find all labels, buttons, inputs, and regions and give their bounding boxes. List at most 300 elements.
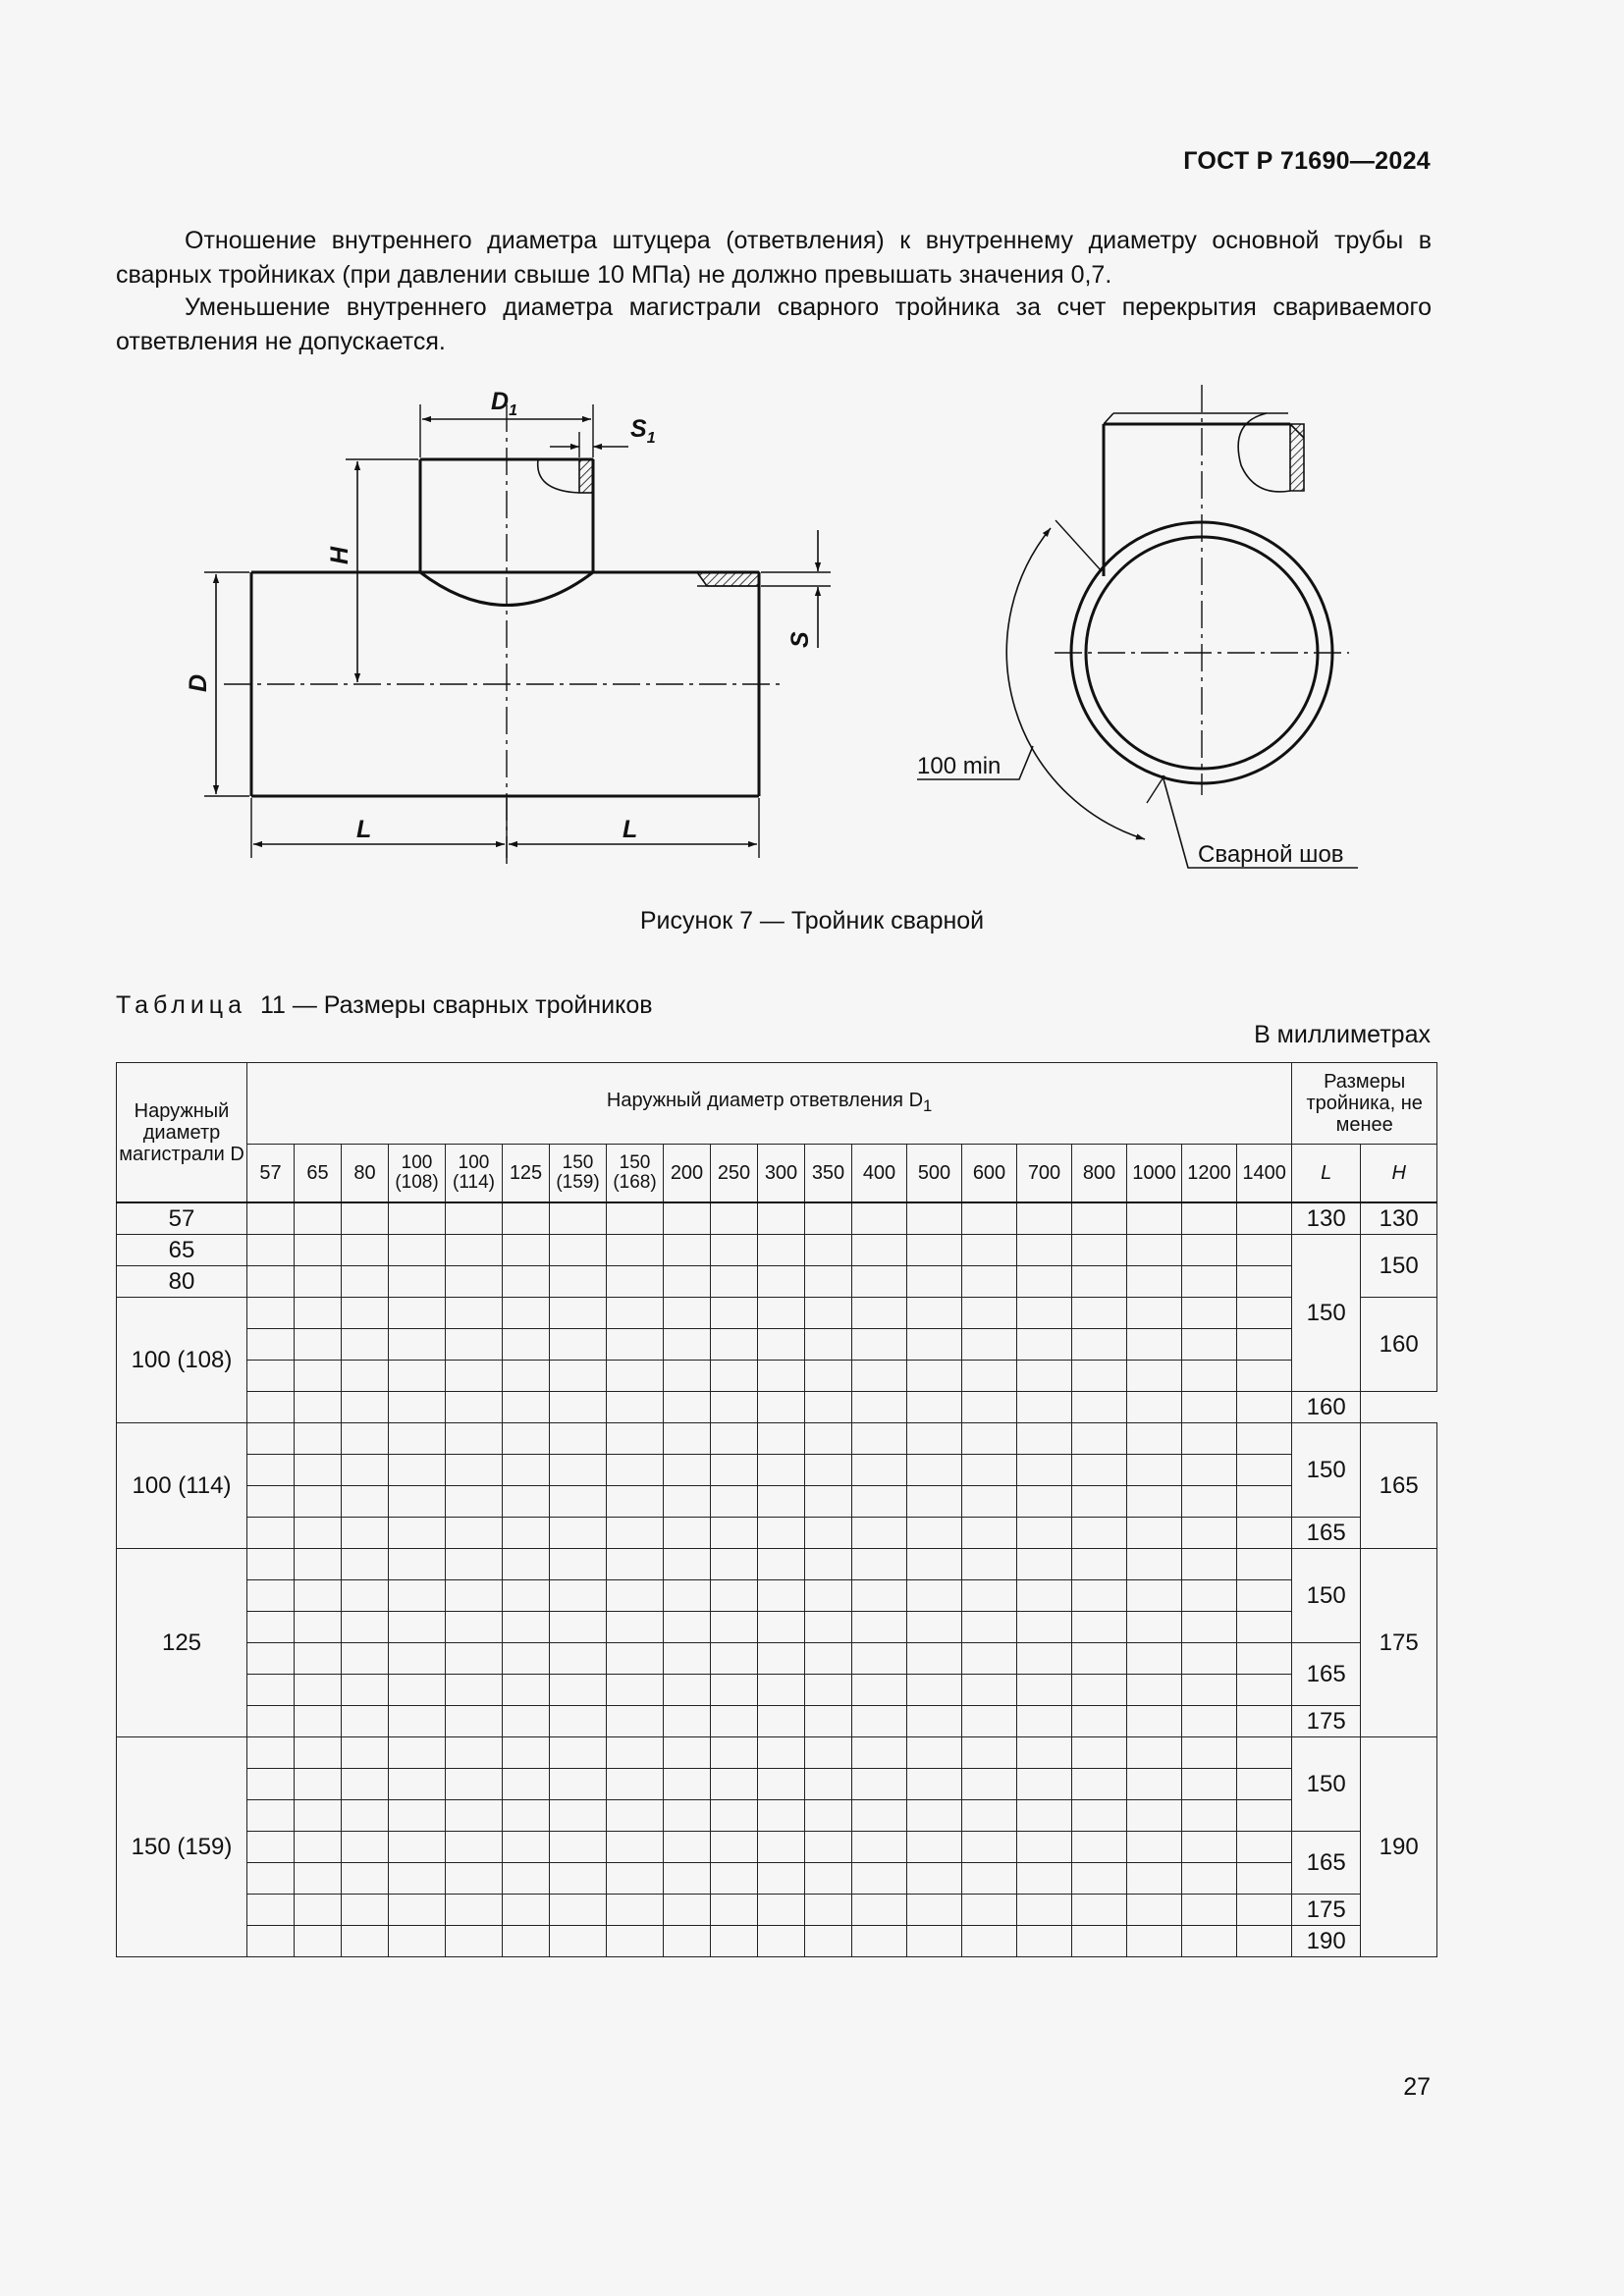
grid-cell	[389, 1455, 446, 1486]
table-row	[117, 1926, 1437, 1957]
grid-cell	[550, 1737, 607, 1769]
grid-cell	[664, 1486, 711, 1518]
grid-cell	[342, 1643, 389, 1675]
grid-cell	[1072, 1926, 1127, 1957]
grid-cell	[1072, 1800, 1127, 1832]
grid-cell	[607, 1737, 664, 1769]
l-value-cell: 150	[1292, 1737, 1361, 1832]
grid-cell	[446, 1800, 503, 1832]
branch-diameter-col: 600	[962, 1145, 1017, 1203]
grid-cell	[503, 1361, 550, 1392]
grid-cell	[607, 1706, 664, 1737]
grid-cell	[1072, 1455, 1127, 1486]
grid-cell	[342, 1235, 389, 1266]
grid-cell	[247, 1361, 295, 1392]
grid-cell	[342, 1737, 389, 1769]
grid-cell	[852, 1643, 907, 1675]
grid-cell	[907, 1675, 962, 1706]
grid-cell	[342, 1392, 389, 1423]
grid-cell	[758, 1706, 805, 1737]
grid-cell	[664, 1235, 711, 1266]
grid-cell	[550, 1329, 607, 1361]
grid-cell	[852, 1392, 907, 1423]
grid-cell	[342, 1895, 389, 1926]
grid-cell	[1127, 1832, 1182, 1863]
grid-cell	[1127, 1612, 1182, 1643]
grid-cell	[503, 1455, 550, 1486]
grid-cell	[446, 1486, 503, 1518]
grid-cell	[607, 1361, 664, 1392]
grid-cell	[758, 1455, 805, 1486]
grid-cell	[1182, 1800, 1237, 1832]
grid-cell	[1237, 1423, 1292, 1455]
grid-cell	[1127, 1706, 1182, 1737]
grid-cell	[607, 1675, 664, 1706]
grid-cell	[247, 1706, 295, 1737]
grid-cell	[503, 1298, 550, 1329]
h-value-cell: 130	[1361, 1202, 1437, 1235]
grid-cell	[758, 1580, 805, 1612]
grid-cell	[446, 1675, 503, 1706]
branch-diameter-col: 250	[711, 1145, 758, 1203]
grid-cell	[1182, 1737, 1237, 1769]
grid-cell	[389, 1266, 446, 1298]
grid-cell	[446, 1235, 503, 1266]
grid-cell	[550, 1643, 607, 1675]
grid-cell	[1127, 1235, 1182, 1266]
grid-cell	[758, 1643, 805, 1675]
paragraph-reduction: Уменьшение внутреннего диаметра магистрали сварного тройника за счет перекрытия свариваемого ответвления не допускается.	[116, 294, 1432, 355]
grid-cell	[342, 1361, 389, 1392]
grid-cell	[503, 1769, 550, 1800]
grid-cell	[1237, 1926, 1292, 1957]
grid-cell	[550, 1612, 607, 1643]
grid-cell	[550, 1549, 607, 1580]
grid-cell	[503, 1549, 550, 1580]
grid-cell	[711, 1580, 758, 1612]
h-value-cell: 165	[1361, 1423, 1437, 1549]
table-row	[117, 1832, 1437, 1863]
grid-cell	[550, 1455, 607, 1486]
grid-cell	[1017, 1423, 1072, 1455]
grid-cell	[389, 1361, 446, 1392]
h-value-cell: 160	[1361, 1298, 1437, 1392]
grid-cell	[711, 1298, 758, 1329]
grid-cell	[295, 1675, 342, 1706]
grid-cell	[1237, 1737, 1292, 1769]
grid-cell	[446, 1549, 503, 1580]
grid-cell	[1237, 1800, 1292, 1832]
grid-cell	[1182, 1455, 1237, 1486]
grid-cell	[503, 1863, 550, 1895]
grid-cell	[711, 1329, 758, 1361]
table-row	[117, 1298, 1437, 1329]
grid-cell	[247, 1392, 295, 1423]
grid-cell	[758, 1800, 805, 1832]
grid-cell	[550, 1298, 607, 1329]
grid-cell	[711, 1895, 758, 1926]
grid-cell	[1127, 1423, 1182, 1455]
grid-cell	[852, 1706, 907, 1737]
grid-cell	[1017, 1486, 1072, 1518]
tee-dimensions-table	[116, 1062, 1437, 1957]
main-diameter-cell: 150 (159)	[117, 1737, 247, 1957]
grid-cell	[664, 1926, 711, 1957]
grid-cell	[1182, 1643, 1237, 1675]
grid-cell	[295, 1298, 342, 1329]
grid-cell	[446, 1361, 503, 1392]
grid-cell	[1127, 1329, 1182, 1361]
grid-cell	[1017, 1518, 1072, 1549]
grid-cell	[1072, 1329, 1127, 1361]
grid-cell	[664, 1361, 711, 1392]
branch-diameter-col: 150 (168)	[607, 1145, 664, 1203]
grid-cell	[664, 1298, 711, 1329]
grid-cell	[247, 1580, 295, 1612]
main-diameter-cell: 100 (114)	[117, 1423, 247, 1549]
grid-cell	[962, 1895, 1017, 1926]
l-value-cell: 160	[1292, 1392, 1361, 1423]
table-row	[117, 1361, 1437, 1392]
grid-cell	[446, 1298, 503, 1329]
branch-diameter-col: 500	[907, 1145, 962, 1203]
grid-cell	[503, 1643, 550, 1675]
grid-cell	[664, 1518, 711, 1549]
grid-cell	[1127, 1643, 1182, 1675]
l-value-cell: 150	[1292, 1235, 1361, 1392]
grid-cell	[389, 1769, 446, 1800]
grid-cell	[1127, 1202, 1182, 1235]
min-note: 100 min	[917, 753, 1001, 779]
grid-cell	[607, 1235, 664, 1266]
grid-cell	[446, 1580, 503, 1612]
branch-diameter-header: Наружный диаметр ответвления $D_1$	[247, 1063, 1292, 1145]
grid-cell	[550, 1769, 607, 1800]
grid-cell	[711, 1737, 758, 1769]
grid-cell	[247, 1737, 295, 1769]
grid-cell	[389, 1737, 446, 1769]
grid-cell	[607, 1518, 664, 1549]
grid-cell	[907, 1800, 962, 1832]
grid-cell	[852, 1612, 907, 1643]
grid-cell	[664, 1580, 711, 1612]
grid-cell	[446, 1895, 503, 1926]
grid-cell	[342, 1329, 389, 1361]
grid-cell	[342, 1423, 389, 1455]
grid-cell	[295, 1235, 342, 1266]
grid-cell	[607, 1926, 664, 1957]
grid-cell	[247, 1769, 295, 1800]
h-col-header: H	[1361, 1145, 1437, 1203]
grid-cell	[247, 1863, 295, 1895]
grid-cell	[247, 1298, 295, 1329]
grid-cell	[962, 1518, 1017, 1549]
grid-cell	[664, 1675, 711, 1706]
grid-cell	[907, 1235, 962, 1266]
table-row	[117, 1235, 1437, 1266]
grid-cell	[295, 1518, 342, 1549]
grid-cell	[758, 1486, 805, 1518]
grid-cell	[1017, 1895, 1072, 1926]
grid-cell	[1127, 1455, 1182, 1486]
grid-cell	[247, 1675, 295, 1706]
grid-cell	[503, 1832, 550, 1863]
grid-cell	[446, 1832, 503, 1863]
grid-cell	[711, 1800, 758, 1832]
grid-cell	[295, 1769, 342, 1800]
grid-cell	[295, 1800, 342, 1832]
l-value-cell: 150	[1292, 1549, 1361, 1643]
grid-cell	[503, 1675, 550, 1706]
grid-cell	[758, 1235, 805, 1266]
grid-cell	[805, 1643, 852, 1675]
h-value-cell: 190	[1361, 1737, 1437, 1957]
grid-cell	[711, 1392, 758, 1423]
grid-cell	[805, 1298, 852, 1329]
grid-cell	[758, 1549, 805, 1580]
grid-cell	[962, 1800, 1017, 1832]
grid-cell	[295, 1895, 342, 1926]
grid-cell	[852, 1737, 907, 1769]
grid-cell	[711, 1863, 758, 1895]
grid-cell	[758, 1266, 805, 1298]
grid-cell	[342, 1612, 389, 1643]
grid-cell	[907, 1392, 962, 1423]
grid-cell	[758, 1423, 805, 1455]
h-label: H	[326, 546, 353, 564]
grid-cell	[247, 1455, 295, 1486]
side-view-labels	[917, 753, 1344, 868]
grid-cell	[1182, 1518, 1237, 1549]
grid-cell	[389, 1329, 446, 1361]
grid-cell	[805, 1737, 852, 1769]
h-value-cell: 150	[1361, 1235, 1437, 1298]
grid-cell	[1237, 1832, 1292, 1863]
grid-cell	[1127, 1486, 1182, 1518]
table-units: В миллиметрах	[1254, 1021, 1431, 1048]
grid-cell	[1017, 1392, 1072, 1423]
grid-cell	[389, 1486, 446, 1518]
grid-cell	[758, 1895, 805, 1926]
grid-cell	[962, 1863, 1017, 1895]
grid-cell	[1127, 1266, 1182, 1298]
grid-cell	[1072, 1298, 1127, 1329]
grid-cell	[852, 1486, 907, 1518]
d1-label: $D_1$	[491, 388, 517, 419]
grid-cell	[295, 1202, 342, 1235]
grid-cell	[446, 1518, 503, 1549]
grid-cell	[907, 1518, 962, 1549]
grid-cell	[805, 1706, 852, 1737]
table-row	[117, 1202, 1437, 1235]
grid-cell	[295, 1643, 342, 1675]
grid-cell	[607, 1549, 664, 1580]
grid-cell	[907, 1580, 962, 1612]
table-row	[117, 1580, 1437, 1612]
grid-cell	[1127, 1518, 1182, 1549]
grid-cell	[962, 1361, 1017, 1392]
table-row	[117, 1863, 1437, 1895]
grid-cell	[1127, 1863, 1182, 1895]
l-value-cell: 190	[1292, 1926, 1361, 1957]
grid-cell	[342, 1549, 389, 1580]
grid-cell	[607, 1392, 664, 1423]
grid-cell	[1237, 1675, 1292, 1706]
grid-cell	[550, 1926, 607, 1957]
grid-cell	[342, 1580, 389, 1612]
grid-cell	[758, 1769, 805, 1800]
paragraph-ratio: Отношение внутреннего диаметра штуцера (ответвления) к внутреннему диаметру основной трубы в сварных тройниках (при давлении свыше 10 МПа) не должно превышать значения 0,7.	[116, 227, 1432, 289]
grid-cell	[907, 1706, 962, 1737]
grid-cell	[962, 1486, 1017, 1518]
l-left-label: L	[356, 816, 372, 843]
grid-cell	[1127, 1769, 1182, 1800]
grid-cell	[446, 1202, 503, 1235]
grid-cell	[550, 1518, 607, 1549]
table-row	[117, 1800, 1437, 1832]
grid-cell	[503, 1202, 550, 1235]
grid-cell	[907, 1643, 962, 1675]
branch-diameters-row	[117, 1145, 1437, 1203]
grid-cell	[805, 1392, 852, 1423]
grid-cell	[247, 1423, 295, 1455]
grid-cell	[1017, 1706, 1072, 1737]
grid-cell	[503, 1235, 550, 1266]
grid-cell	[503, 1329, 550, 1361]
grid-cell	[962, 1266, 1017, 1298]
table-row	[117, 1486, 1437, 1518]
side-view	[917, 385, 1358, 868]
grid-cell	[758, 1329, 805, 1361]
grid-cell	[607, 1329, 664, 1361]
grid-cell	[805, 1455, 852, 1486]
grid-cell	[503, 1926, 550, 1957]
grid-cell	[389, 1235, 446, 1266]
grid-cell	[1237, 1202, 1292, 1235]
table-row	[117, 1423, 1437, 1455]
grid-cell	[907, 1361, 962, 1392]
table-row	[117, 1392, 1437, 1423]
grid-cell	[1182, 1298, 1237, 1329]
grid-cell	[607, 1486, 664, 1518]
grid-cell	[295, 1329, 342, 1361]
grid-cell	[1017, 1643, 1072, 1675]
grid-cell	[1127, 1926, 1182, 1957]
grid-cell	[907, 1769, 962, 1800]
grid-cell	[247, 1486, 295, 1518]
grid-cell	[1237, 1486, 1292, 1518]
grid-cell	[1237, 1643, 1292, 1675]
grid-cell	[805, 1329, 852, 1361]
branch-diameter-col: 700	[1017, 1145, 1072, 1203]
grid-cell	[607, 1266, 664, 1298]
grid-cell	[664, 1737, 711, 1769]
grid-cell	[852, 1329, 907, 1361]
grid-cell	[852, 1832, 907, 1863]
grid-cell	[962, 1612, 1017, 1643]
grid-cell	[805, 1266, 852, 1298]
grid-cell	[1237, 1549, 1292, 1580]
grid-cell	[342, 1455, 389, 1486]
grid-cell	[342, 1675, 389, 1706]
grid-cell	[550, 1800, 607, 1832]
grid-cell	[446, 1329, 503, 1361]
grid-cell	[247, 1612, 295, 1643]
tee-drawing	[0, 373, 1624, 903]
grid-cell	[342, 1863, 389, 1895]
document-code: ГОСТ Р 71690—2024	[1183, 147, 1431, 175]
grid-cell	[962, 1392, 1017, 1423]
grid-cell	[295, 1737, 342, 1769]
grid-cell	[1182, 1266, 1237, 1298]
grid-cell	[962, 1737, 1017, 1769]
grid-cell	[295, 1549, 342, 1580]
grid-cell	[247, 1643, 295, 1675]
grid-cell	[503, 1518, 550, 1549]
grid-cell	[342, 1202, 389, 1235]
grid-cell	[1072, 1549, 1127, 1580]
grid-cell	[711, 1926, 758, 1957]
grid-cell	[664, 1769, 711, 1800]
main-diameter-cell: 100 (108)	[117, 1298, 247, 1423]
grid-cell	[1017, 1266, 1072, 1298]
branch-diameter-col: 57	[247, 1145, 295, 1203]
grid-cell	[1182, 1612, 1237, 1643]
grid-cell	[446, 1863, 503, 1895]
page-number: 27	[1403, 2073, 1431, 2101]
l-value-cell: 165	[1292, 1832, 1361, 1895]
grid-cell	[962, 1926, 1017, 1957]
branch-diameter-col: 800	[1072, 1145, 1127, 1203]
grid-cell	[711, 1518, 758, 1549]
s1-label: $S_1$	[630, 415, 656, 447]
grid-cell	[711, 1235, 758, 1266]
grid-cell	[607, 1800, 664, 1832]
grid-cell	[503, 1706, 550, 1737]
front-view	[204, 404, 831, 864]
grid-cell	[607, 1895, 664, 1926]
grid-cell	[805, 1832, 852, 1863]
grid-cell	[550, 1202, 607, 1235]
grid-cell	[607, 1202, 664, 1235]
grid-cell	[805, 1612, 852, 1643]
grid-cell	[1237, 1361, 1292, 1392]
grid-cell	[907, 1612, 962, 1643]
grid-cell	[503, 1392, 550, 1423]
grid-cell	[711, 1202, 758, 1235]
grid-cell	[805, 1926, 852, 1957]
table-row	[117, 1675, 1437, 1706]
grid-cell	[389, 1612, 446, 1643]
grid-cell	[664, 1643, 711, 1675]
grid-cell	[664, 1549, 711, 1580]
grid-cell	[295, 1580, 342, 1612]
grid-cell	[1237, 1895, 1292, 1926]
grid-cell	[1237, 1329, 1292, 1361]
grid-cell	[1072, 1769, 1127, 1800]
grid-cell	[1017, 1329, 1072, 1361]
grid-cell	[247, 1235, 295, 1266]
grid-cell	[607, 1423, 664, 1455]
table-row	[117, 1549, 1437, 1580]
grid-cell	[852, 1518, 907, 1549]
grid-cell	[247, 1266, 295, 1298]
grid-cell	[607, 1455, 664, 1486]
main-diameter-cell: 80	[117, 1266, 247, 1298]
grid-cell	[1017, 1675, 1072, 1706]
grid-cell	[342, 1266, 389, 1298]
grid-cell	[342, 1832, 389, 1863]
